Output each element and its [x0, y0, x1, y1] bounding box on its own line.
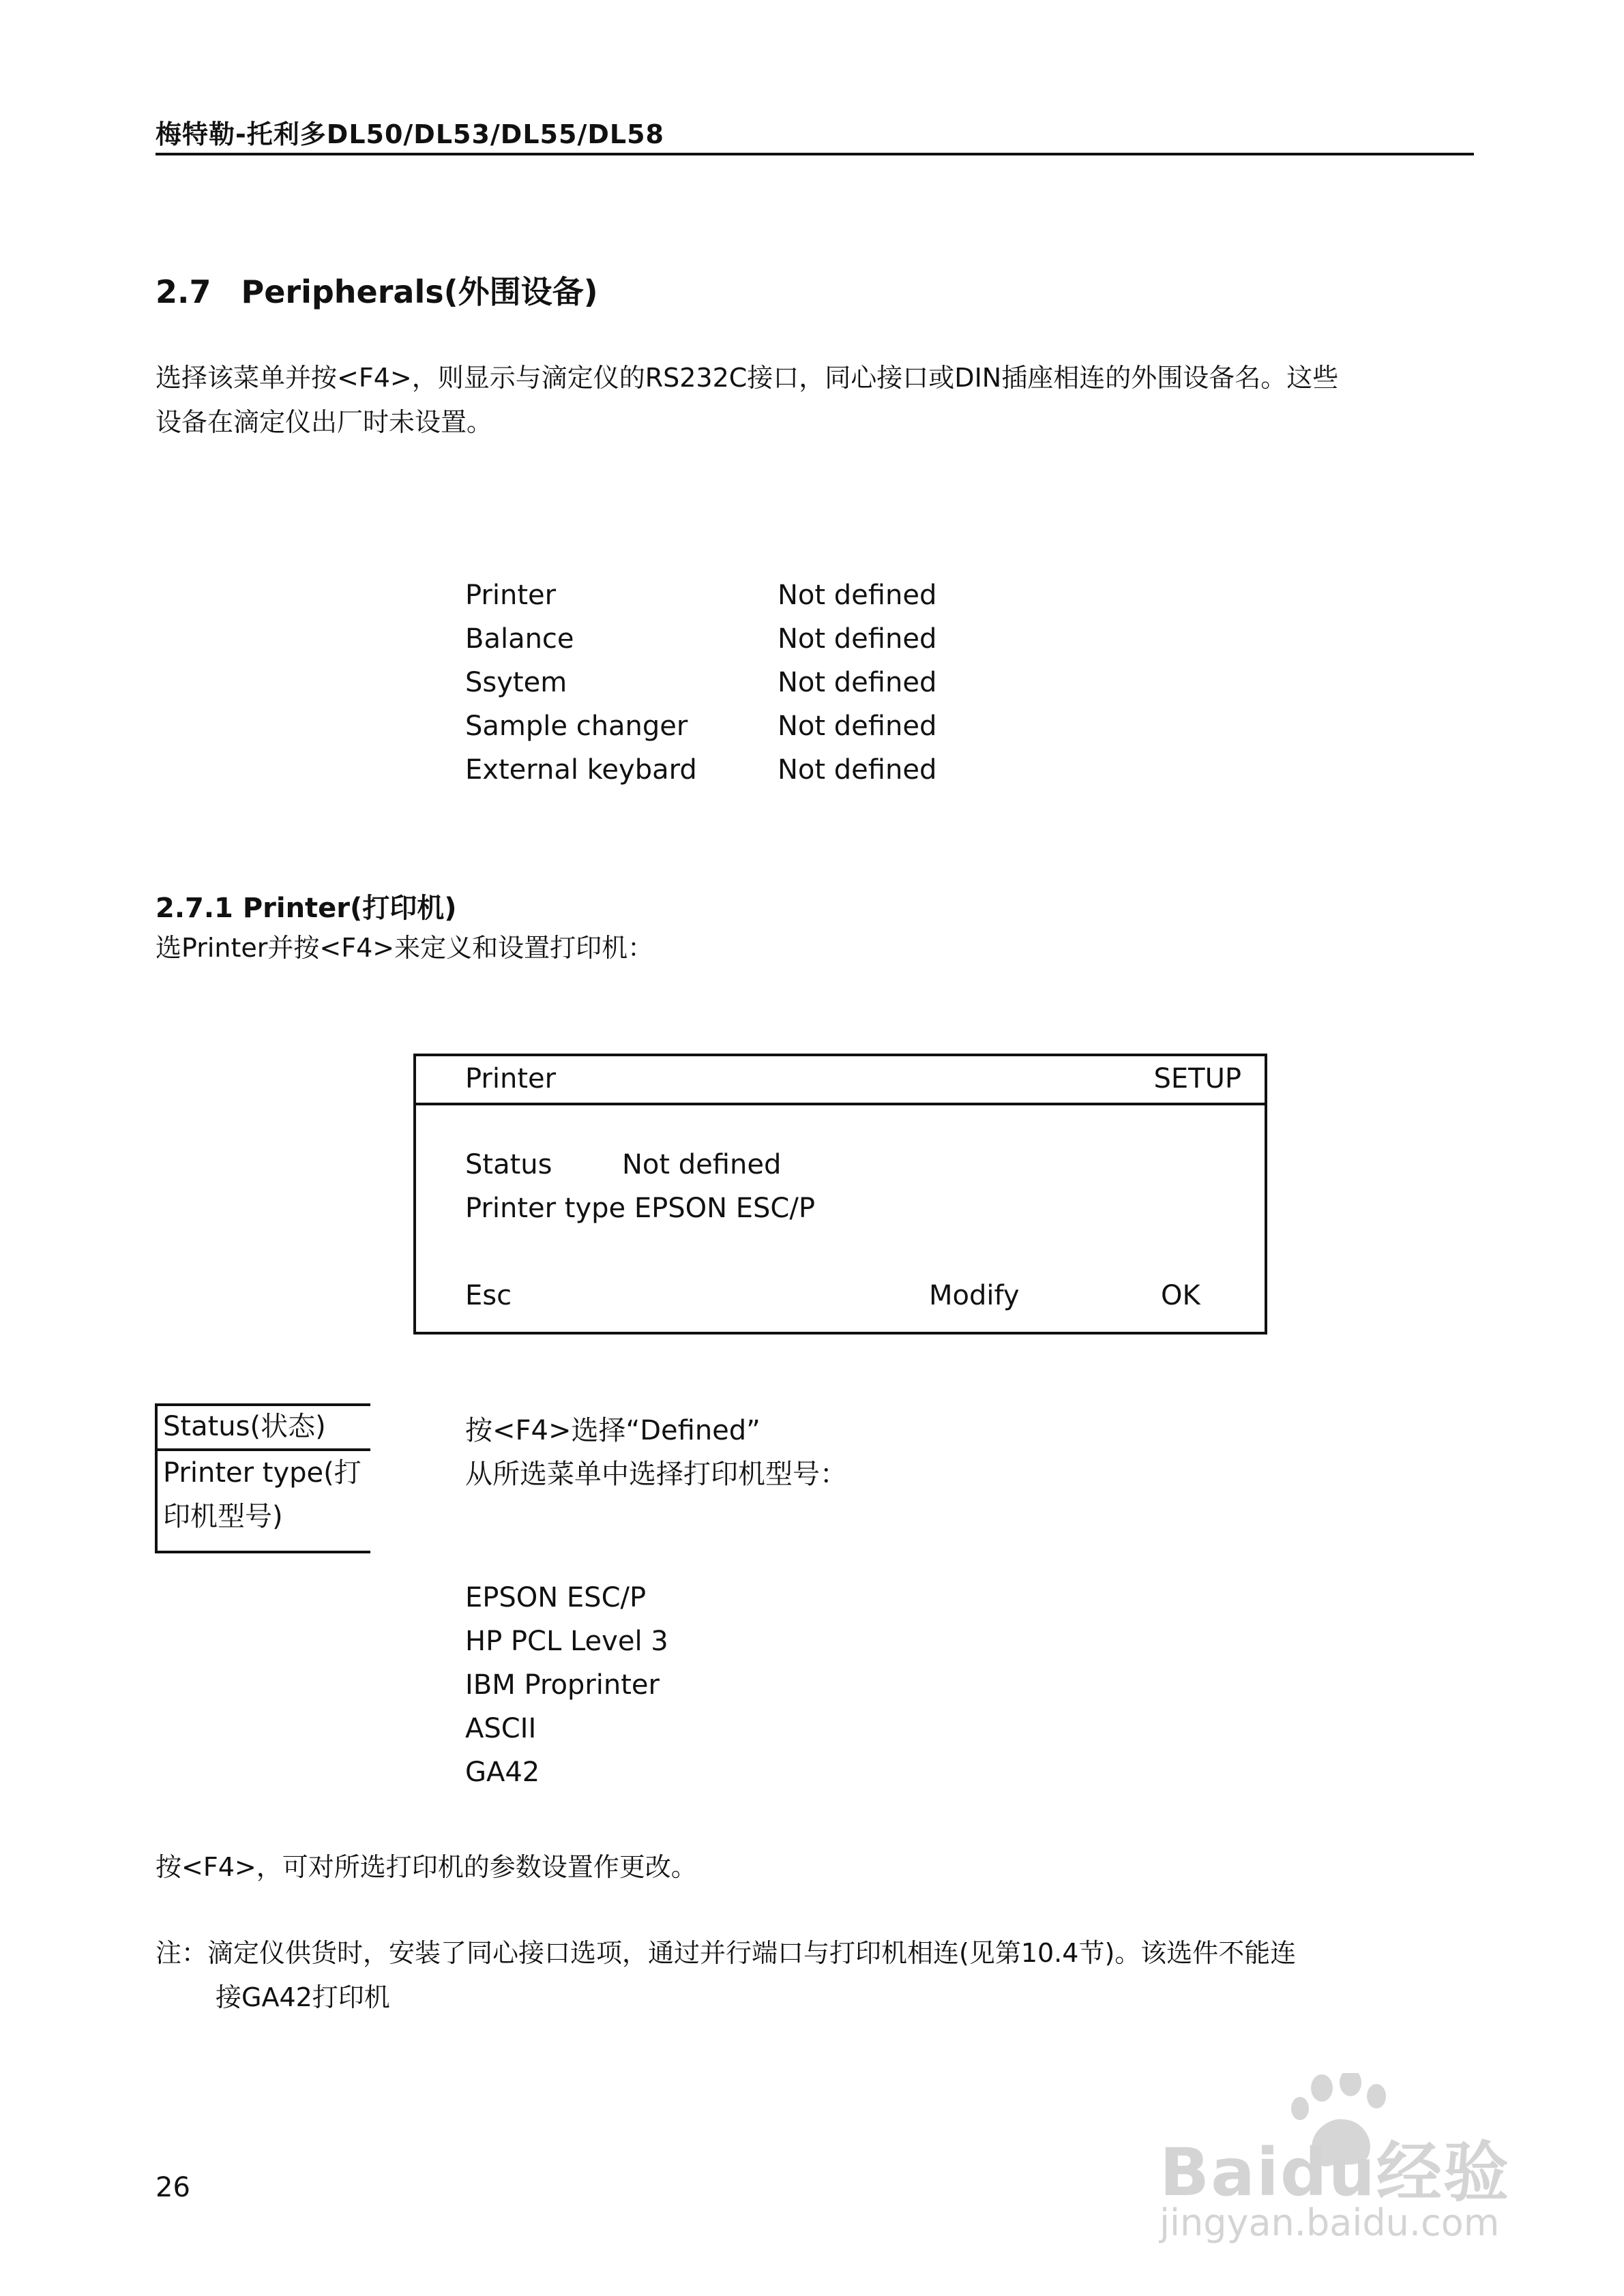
device-name-system: Ssytem [465, 667, 567, 698]
note-line-2: 接GA42打印机 [216, 1982, 390, 2012]
screen-status-value: Not defined [622, 1149, 782, 1180]
device-name-sample-changer: Sample changer [465, 711, 688, 742]
softkey-esc: Esc [465, 1280, 512, 1311]
printer-type-option: ASCII [465, 1713, 537, 1744]
screen-mode: SETUP [1153, 1063, 1241, 1094]
screen-status-label: Status [465, 1149, 552, 1180]
section-intro-line-1: 选择该菜单并按<F4>，则显示与滴定仪的RS232C接口，同心接口或DIN插座相连的外围设备名。这些 [156, 363, 1339, 393]
printer-setup-screen [413, 1054, 1267, 1335]
device-status-balance: Not defined [778, 623, 937, 655]
device-status-sample-changer: Not defined [778, 711, 937, 742]
table-rule-left [155, 1403, 158, 1553]
section-title-text: Peripherals(外围设备) [241, 273, 598, 310]
table-rule-bottom [155, 1551, 370, 1553]
device-name-balance: Balance [465, 623, 574, 655]
page-number: 26 [156, 2172, 190, 2203]
printer-type-option: HP PCL Level 3 [465, 1626, 668, 1657]
watermark-url: jingyan.baidu.com [1160, 2201, 1500, 2244]
screen-printer-type-value: EPSON ESC/P [634, 1193, 815, 1224]
section-title [156, 267, 598, 312]
device-status-system: Not defined [778, 667, 937, 698]
running-header: 梅特勒-托利多DL50/DL53/DL55/DL58 [156, 119, 664, 149]
section-intro-line-2: 设备在滴定仪出厂时未设置。 [156, 407, 493, 437]
device-status-external-keyboard: Not defined [778, 754, 937, 786]
screen-title: Printer [465, 1063, 557, 1094]
printer-type-option: IBM Proprinter [465, 1669, 660, 1701]
printer-type-option: EPSON ESC/P [465, 1582, 647, 1613]
softkey-ok: OK [1161, 1280, 1200, 1311]
device-status-printer: Not defined [778, 580, 937, 611]
softkey-modify: Modify [929, 1280, 1020, 1311]
device-name-printer: Printer [465, 580, 557, 611]
watermark-brand: Baidu经验 [1160, 2134, 1510, 2211]
param-label-printer-type: Printer type(打印机型号) [163, 1457, 361, 1532]
parameter-table [155, 1403, 370, 1553]
section-intro [156, 356, 1479, 445]
footer-instruction: 按<F4>，可对所选打印机的参数设置作更改。 [156, 1852, 697, 1882]
screen-printer-type-label: Printer type [465, 1193, 626, 1224]
screen-printer-type [465, 1193, 815, 1224]
note-line-1: 注：滴定仪供货时，安装了同心接口选项，通过并行端口与打印机相连(见第10.4节)。该选件不能连 [156, 1938, 1297, 1968]
param-desc-printer-type: 从所选菜单中选择打印机型号： [465, 1459, 847, 1490]
param-label-status: Status(状态) [163, 1411, 326, 1442]
screen-title-rule [416, 1103, 1265, 1105]
device-name-external-keyboard: External keybard [465, 754, 697, 786]
printer-type-option: GA42 [465, 1757, 540, 1788]
note [156, 1931, 1479, 2020]
param-desc-status: 按<F4>选择“Defined” [465, 1415, 761, 1446]
section-number: 2.7 [156, 273, 211, 310]
header-rule [156, 153, 1474, 155]
subsection-title: 2.7.1 Printer(打印机) [156, 893, 457, 924]
subsection-intro: 选Printer并按<F4>来定义和设置打印机： [156, 933, 654, 963]
